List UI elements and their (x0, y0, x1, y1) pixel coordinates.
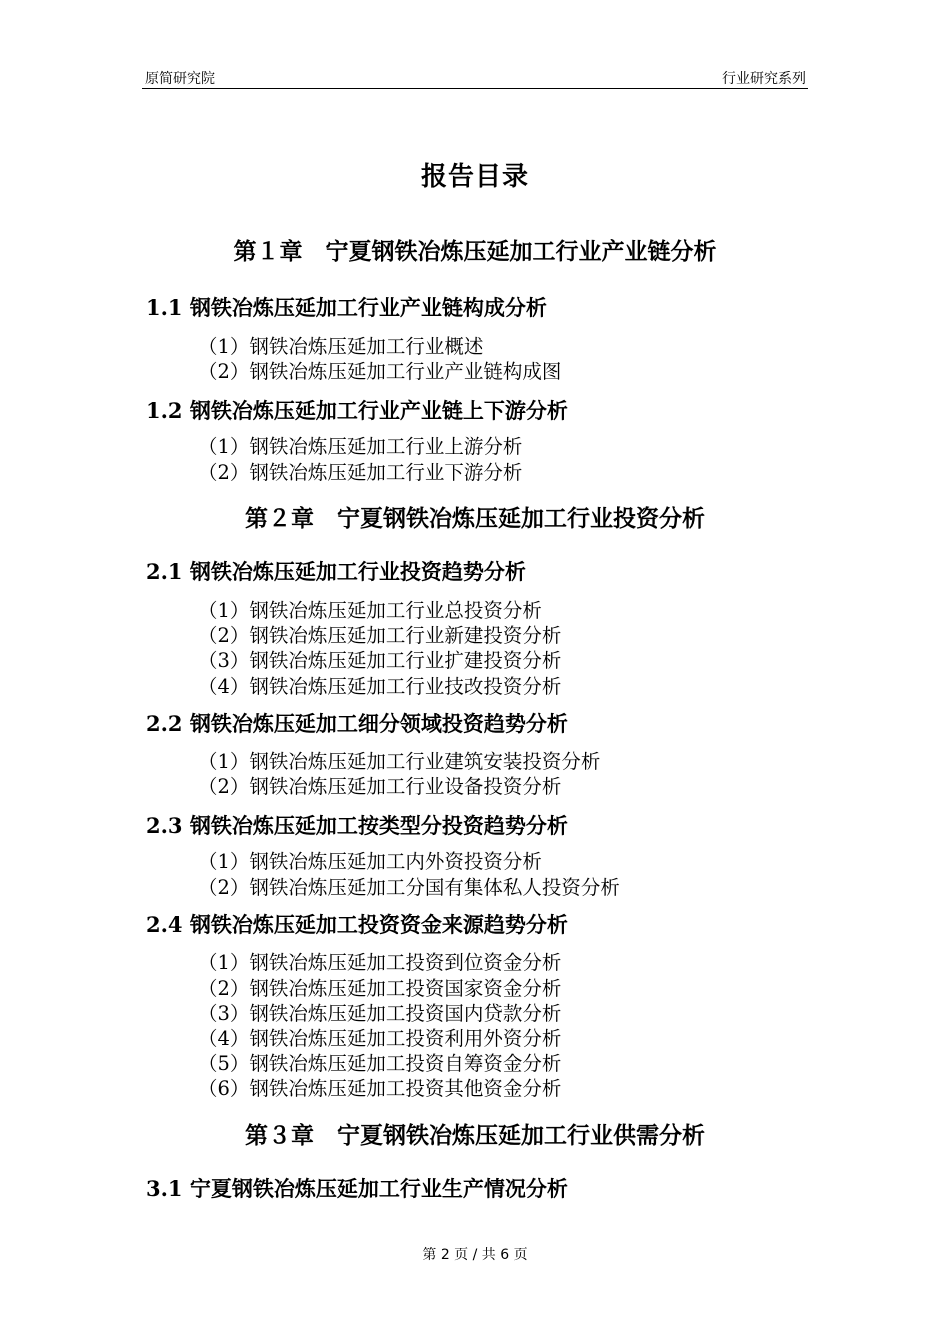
toc-item: （1）钢铁冶炼压延加工内外资投资分析 (198, 850, 542, 873)
header-divider (142, 88, 808, 89)
toc-item: （1）钢铁冶炼压延加工投资到位资金分析 (198, 951, 562, 974)
toc-item: （4）钢铁冶炼压延加工投资利用外资分析 (198, 1027, 562, 1050)
chapter-heading: 第２章 宁夏钢铁冶炼压延加工行业投资分析 (245, 505, 705, 532)
chapter-heading: 第１章 宁夏钢铁冶炼压延加工行业产业链分析 (233, 238, 717, 265)
toc-item: （3）钢铁冶炼压延加工行业扩建投资分析 (198, 649, 562, 672)
toc-item: （1）钢铁冶炼压延加工行业总投资分析 (198, 599, 542, 622)
section-heading: 1.2 钢铁冶炼压延加工行业产业链上下游分析 (146, 398, 568, 423)
section-heading: 2.4 钢铁冶炼压延加工投资资金来源趋势分析 (146, 912, 568, 937)
section-heading: 2.3 钢铁冶炼压延加工按类型分投资趋势分析 (146, 813, 568, 838)
toc-item: （1）钢铁冶炼压延加工行业概述 (198, 335, 484, 358)
header-left: 原简研究院 (145, 71, 215, 87)
toc-item: （2）钢铁冶炼压延加工行业设备投资分析 (198, 775, 562, 798)
page-title: 报告目录 (420, 162, 529, 192)
toc-item: （1）钢铁冶炼压延加工行业上游分析 (198, 435, 523, 458)
toc-item: （6）钢铁冶炼压延加工投资其他资金分析 (198, 1077, 562, 1100)
section-heading: 2.1 钢铁冶炼压延加工行业投资趋势分析 (146, 559, 526, 584)
toc-item: （2）钢铁冶炼压延加工行业产业链构成图 (198, 360, 562, 383)
section-heading: 3.1 宁夏钢铁冶炼压延加工行业生产情况分析 (146, 1176, 568, 1201)
toc-item: （3）钢铁冶炼压延加工投资国内贷款分析 (198, 1002, 562, 1025)
section-heading: 2.2 钢铁冶炼压延加工细分领域投资趋势分析 (146, 711, 568, 736)
toc-item: （4）钢铁冶炼压延加工行业技改投资分析 (198, 675, 562, 698)
toc-item: （2）钢铁冶炼压延加工行业新建投资分析 (198, 624, 562, 647)
page-footer: 第 2 页 / 共 6 页 (422, 1247, 528, 1263)
toc-item: （2）钢铁冶炼压延加工投资国家资金分析 (198, 977, 562, 1000)
chapter-heading: 第３章 宁夏钢铁冶炼压延加工行业供需分析 (245, 1122, 705, 1149)
toc-item: （5）钢铁冶炼压延加工投资自筹资金分析 (198, 1052, 562, 1075)
toc-item: （2）钢铁冶炼压延加工行业下游分析 (198, 461, 523, 484)
toc-item: （2）钢铁冶炼压延加工分国有集体私人投资分析 (198, 876, 620, 899)
section-heading: 1.1 钢铁冶炼压延加工行业产业链构成分析 (146, 295, 547, 320)
header-right: 行业研究系列 (722, 71, 806, 87)
toc-item: （1）钢铁冶炼压延加工行业建筑安装投资分析 (198, 750, 601, 773)
